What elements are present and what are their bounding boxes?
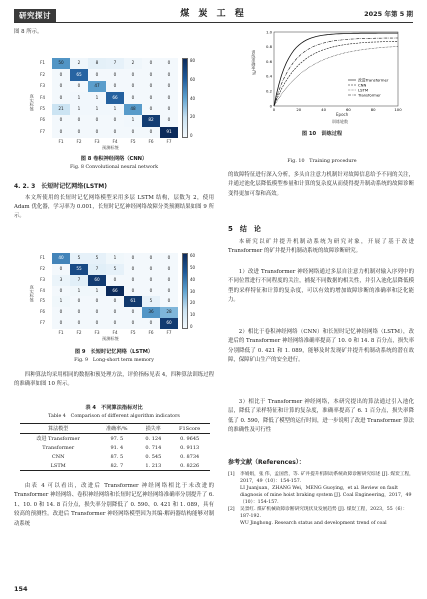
header-rule bbox=[14, 22, 413, 23]
col-label: F7 bbox=[166, 330, 172, 335]
colorbar-tick: 30 bbox=[190, 288, 196, 294]
matrix-cell: 0 bbox=[52, 264, 70, 275]
matrix-cell: 0 bbox=[70, 318, 88, 329]
matrix-cell: 0 bbox=[142, 264, 160, 275]
reference-text: WU Jinghong. Research status and development trend of coal bbox=[240, 521, 387, 527]
col-label: F4 bbox=[112, 139, 118, 144]
row-label: F1 bbox=[40, 60, 46, 66]
matrix-cell: 0 bbox=[106, 318, 124, 329]
table-row bbox=[20, 452, 210, 461]
row-label: F5 bbox=[40, 298, 46, 304]
matrix-cell: 7 bbox=[70, 275, 88, 286]
matrix-cell: 1 bbox=[88, 92, 106, 103]
col-label: F2 bbox=[76, 139, 82, 144]
table-cell: LSTM bbox=[50, 462, 66, 469]
table-cell: 91. 4 bbox=[110, 444, 124, 451]
matrix-cell: 0 bbox=[160, 296, 178, 307]
matrix-cell: 0 bbox=[160, 58, 178, 69]
table-cell: 97. 5 bbox=[110, 435, 124, 442]
table-cell: 82. 7 bbox=[110, 462, 124, 469]
matrix-cell: 0 bbox=[124, 318, 142, 329]
matrix-cell: 55 bbox=[70, 264, 88, 275]
colorbar-tick: 10 bbox=[190, 312, 196, 318]
matrix-cell: 0 bbox=[70, 296, 88, 307]
matrix-cell: 0 bbox=[106, 127, 124, 138]
matrix-cell: 0 bbox=[124, 253, 142, 264]
reference-item bbox=[228, 485, 414, 506]
row-label: F5 bbox=[40, 106, 46, 112]
compare-paragraph: 四种算法均采用相同的数据和预处理方法，评价指标见表 4，四种算法训练过程的准确率如图 10 所示。 bbox=[14, 372, 214, 388]
table4 bbox=[20, 423, 210, 471]
table-cell: CNN bbox=[51, 453, 65, 460]
matrix-cell: 1 bbox=[124, 115, 142, 126]
page-number: 154 bbox=[14, 585, 28, 593]
matrix-cell: 0 bbox=[106, 296, 124, 307]
row-label: F7 bbox=[40, 128, 46, 134]
table4-header-cell: 损失率 bbox=[145, 425, 161, 432]
matrix-cell: 0 bbox=[88, 296, 106, 307]
y-tick-label: 0 bbox=[269, 103, 272, 109]
row-label: F3 bbox=[40, 83, 46, 89]
matrix-cell: 91 bbox=[160, 127, 178, 138]
matrix-cell: 0 bbox=[142, 286, 160, 297]
matrix-cell: 0 bbox=[106, 115, 124, 126]
matrix-cell: 0 bbox=[70, 115, 88, 126]
matrix-cell: 0 bbox=[160, 253, 178, 264]
table-cell: 0. 9113 bbox=[180, 444, 200, 451]
fig10-caption-cn: 图 10 训练过程 bbox=[301, 131, 343, 137]
col-label: F6 bbox=[148, 139, 154, 144]
conclusion-p3: 2）相比于卷积神经网络（CNN）和长短时记忆神经网络（LSTM），改进后的 Transformer 神经网络准确率提高了 10. 0 和 14. 8 百分点，损失率分别降低了 0. 421 和 1. 089，能够及时发现矿井提升机制动系统的潜在故障，保障矿山生产的安全进行。 bbox=[228, 329, 414, 364]
matrix-cell: 0 bbox=[142, 127, 160, 138]
matrix-cell: 1 bbox=[106, 104, 124, 115]
y-tick-label: 1.0 bbox=[265, 29, 272, 35]
row-label: F6 bbox=[40, 309, 46, 315]
reference-text: 吴景红. 煤矿机械故障诊断研究现状及发展趋势 [J]. 煤炭工程，2023，55（6）：187-192. bbox=[240, 507, 408, 520]
table-cell: 改进 Transformer bbox=[36, 435, 80, 442]
matrix-cell: 5 bbox=[70, 253, 88, 264]
matrix-cell: 0 bbox=[160, 69, 178, 80]
matrix-cell: 0 bbox=[160, 104, 178, 115]
table-cell: 0. 8734 bbox=[180, 453, 200, 460]
x-tick-label: 60 bbox=[345, 107, 351, 112]
matrix-cell: 28 bbox=[160, 307, 178, 318]
matrix-cell: 0 bbox=[52, 81, 70, 92]
matrix-cell: 0 bbox=[106, 275, 124, 286]
matrix-cell: 0 bbox=[124, 264, 142, 275]
journal-title: 煤 炭 工 程 bbox=[180, 9, 247, 19]
matrix-cell: 5 bbox=[88, 253, 106, 264]
reference-number: [1] bbox=[228, 472, 235, 477]
matrix-cell: 0 bbox=[88, 115, 106, 126]
matrix-cell: 0 bbox=[142, 253, 160, 264]
table4-header-row bbox=[20, 424, 210, 434]
fig8-colorbar-ticks bbox=[190, 58, 200, 138]
col-label: F6 bbox=[148, 330, 154, 335]
table4-title-cn: 表 4 不同算法指标对比 bbox=[85, 405, 143, 411]
matrix-cell: 0 bbox=[142, 318, 160, 329]
matrix-cell: 50 bbox=[52, 58, 70, 69]
colorbar-tick: 40 bbox=[190, 95, 196, 101]
lstm-section-title: 4. 2. 3 长短时记忆网络(LSTM) bbox=[14, 183, 107, 190]
matrix-cell: 1 bbox=[70, 104, 88, 115]
references-title: 参考文献（References）： bbox=[228, 459, 305, 466]
matrix-cell: 1 bbox=[88, 104, 106, 115]
fig8-caption-en: Fig. 8 Convolutional neural network bbox=[69, 165, 159, 170]
y-tick-label: 0.8 bbox=[265, 44, 272, 50]
matrix-cell: 60 bbox=[160, 318, 178, 329]
row-label: F7 bbox=[40, 320, 46, 326]
reference-item bbox=[228, 520, 414, 527]
matrix-cell: 0 bbox=[70, 307, 88, 318]
fig10-ylabel: 训练准确率/% bbox=[251, 50, 257, 76]
reference-text: 李娟娟，张 伟，孟国营，等. 矿井提升机制动系统故障诊断研究综述 [J]. 煤炭工程，2017，49（10）：154-157. bbox=[240, 472, 414, 485]
matrix-cell: 0 bbox=[160, 286, 178, 297]
table4-header-cell: 算法模型 bbox=[48, 425, 69, 432]
matrix-cell: 0 bbox=[70, 127, 88, 138]
references-list bbox=[228, 471, 414, 527]
colorbar-tick: 40 bbox=[190, 276, 196, 282]
matrix-cell: 1 bbox=[52, 296, 70, 307]
matrix-cell: 2 bbox=[70, 58, 88, 69]
fig9-figure bbox=[28, 253, 198, 345]
fig10-figure bbox=[252, 28, 402, 128]
reference-number bbox=[228, 520, 240, 527]
reference-number bbox=[228, 485, 240, 506]
x-tick-label: 80 bbox=[370, 107, 376, 112]
fig10-discussion-paragraph: 的故障特征进行深入分析，多头自注意力机制针对故障信息给予不同的关注，并通过池化层降低模型参量和计算的复杂度从而使得提升制动系统的故障诊断变得更加可靠和高效。 bbox=[228, 172, 414, 197]
fig9-ylabel: 真实标签 bbox=[29, 285, 35, 302]
col-label: F5 bbox=[130, 330, 136, 335]
matrix-cell: 36 bbox=[142, 307, 160, 318]
matrix-cell: 0 bbox=[142, 81, 160, 92]
col-label: F1 bbox=[58, 139, 64, 144]
col-label: F1 bbox=[58, 330, 64, 335]
matrix-cell: 0 bbox=[142, 58, 160, 69]
y-tick-label: 0.4 bbox=[265, 73, 272, 79]
matrix-cell: 48 bbox=[124, 104, 142, 115]
matrix-cell: 0 bbox=[124, 286, 142, 297]
matrix-cell: 1 bbox=[70, 286, 88, 297]
matrix-cell: 8 bbox=[88, 58, 106, 69]
x-tick-label: 100 bbox=[394, 107, 402, 112]
matrix-cell: 0 bbox=[142, 275, 160, 286]
fig10-caption-en: Fig. 10 Training procedure bbox=[287, 159, 357, 164]
matrix-cell: 0 bbox=[124, 275, 142, 286]
fig9-caption-cn: 图 9 长短时记忆网络（LSTM） bbox=[74, 349, 154, 355]
conclusion-p2: 1）改进 Transformer 神经网络通过多层自注意力机制对输入序列中的不同位置进行不同程度的关注，捕捉不同数据的相关性，并引入池化层降低模型的采样特征和计算的复杂度，可以有效的增加故障诊断的准确率和泛化能力。 bbox=[228, 269, 414, 304]
fig9-matrix bbox=[52, 253, 178, 329]
matrix-cell: 1 bbox=[88, 286, 106, 297]
matrix-cell: 7 bbox=[106, 58, 124, 69]
reference-item bbox=[228, 471, 414, 485]
y-tick-label: 0.2 bbox=[265, 88, 272, 94]
table-discussion-paragraph: 由表 4 可以看出，改进后 Transformer 神经网络相比于未改进的 Transformer 神经网络、卷积神经网络和长短时记忆神经网络准确率分别提升了 6. 1、10. 0 和 14. 8 百分点，损失率分别降低了 0. 590、0. 421 和 1. 089，具有较高的预测性。改进后 Transformer 神经网络模型因为其编-解码器结构能够对制动系统 bbox=[14, 483, 214, 527]
matrix-cell: 0 bbox=[124, 81, 142, 92]
fig8-matrix bbox=[52, 58, 178, 138]
matrix-cell: 65 bbox=[70, 69, 88, 80]
conclusion-p1: 本研究以矿井提升机制动系统为研究对象，开展了基于改进 Transformer 的矿井提升机制动系统的故障诊断研究。 bbox=[228, 239, 414, 255]
y-tick-label: 0.6 bbox=[265, 58, 272, 64]
row-label: F3 bbox=[40, 276, 46, 282]
colorbar-tick: 60 bbox=[190, 253, 196, 258]
matrix-cell: 61 bbox=[124, 296, 142, 307]
matrix-cell: 0 bbox=[160, 92, 178, 103]
col-label: F7 bbox=[166, 139, 172, 144]
matrix-cell: 0 bbox=[52, 318, 70, 329]
matrix-cell: 1 bbox=[106, 253, 124, 264]
matrix-cell: 0 bbox=[160, 264, 178, 275]
matrix-cell: 1 bbox=[70, 92, 88, 103]
row-label: F2 bbox=[40, 71, 46, 77]
matrix-cell: 5 bbox=[142, 296, 160, 307]
col-label: F5 bbox=[130, 139, 136, 144]
table-cell: 1. 213 bbox=[145, 462, 162, 469]
matrix-cell: 0 bbox=[142, 69, 160, 80]
matrix-cell: 66 bbox=[106, 92, 124, 103]
table-cell: 0. 714 bbox=[145, 444, 162, 451]
table-cell: 0. 9645 bbox=[180, 435, 200, 442]
col-label: F4 bbox=[112, 330, 118, 335]
matrix-cell: 0 bbox=[160, 115, 178, 126]
matrix-cell: 0 bbox=[106, 307, 124, 318]
matrix-cell: 0 bbox=[124, 69, 142, 80]
table-cell: Transformer bbox=[42, 444, 75, 451]
fig8-xlabel: 预测标签 bbox=[102, 145, 119, 150]
legend-label: LSTM bbox=[358, 87, 369, 93]
matrix-cell: 0 bbox=[124, 92, 142, 103]
x-tick-label: 40 bbox=[321, 107, 327, 112]
matrix-cell: 0 bbox=[124, 127, 142, 138]
fig9-xlabel: 预测标签 bbox=[102, 336, 119, 341]
section-tag: 研究探讨 bbox=[14, 9, 56, 23]
matrix-cell: 0 bbox=[88, 318, 106, 329]
matrix-cell: 0 bbox=[106, 69, 124, 80]
matrix-cell: 3 bbox=[52, 275, 70, 286]
table-cell: 0. 545 bbox=[145, 453, 162, 460]
colorbar-tick: 0 bbox=[190, 324, 193, 329]
matrix-cell: 0 bbox=[52, 127, 70, 138]
table-row bbox=[20, 434, 210, 444]
matrix-cell: 0 bbox=[88, 69, 106, 80]
matrix-cell: 40 bbox=[52, 253, 70, 264]
matrix-cell: 0 bbox=[124, 307, 142, 318]
fig10-chart bbox=[252, 28, 402, 128]
fig8-intro: 图 8 所示。 bbox=[14, 29, 43, 35]
matrix-cell: 60 bbox=[88, 275, 106, 286]
colorbar-tick: 0 bbox=[190, 133, 193, 138]
row-label: F4 bbox=[40, 287, 46, 293]
fig10-xlabel: Epoch bbox=[336, 112, 349, 117]
matrix-cell: 0 bbox=[52, 115, 70, 126]
matrix-cell: 0 bbox=[160, 275, 178, 286]
matrix-cell: 0 bbox=[88, 127, 106, 138]
matrix-cell: 0 bbox=[142, 92, 160, 103]
fig9-caption-en: Fig. 9 Long-short term memory bbox=[74, 358, 154, 363]
reference-item bbox=[228, 506, 414, 520]
col-label: F3 bbox=[94, 139, 100, 144]
col-label: F2 bbox=[76, 330, 82, 335]
colorbar-tick: 20 bbox=[190, 300, 196, 306]
fig8-ylabel: 真实标签 bbox=[29, 94, 35, 111]
row-label: F4 bbox=[40, 94, 46, 100]
matrix-cell: 47 bbox=[88, 81, 106, 92]
matrix-cell: 0 bbox=[142, 104, 160, 115]
matrix-cell: 0 bbox=[52, 307, 70, 318]
table4-header-cell: F1Score bbox=[179, 425, 201, 432]
row-label: F1 bbox=[40, 255, 46, 261]
conclusion-p4: 3）相比于 Transformer 神经网络，本研究提出的算法通过引入池化层，降低了采样特征和计算的复杂度，准确率提高了 6. 1 百分点，损失率降低了 0. 590，降低了模型的运行时间，进一步说明了改进 Transformer 算法的准确性及可行性 bbox=[228, 399, 414, 434]
matrix-cell: 0 bbox=[106, 81, 124, 92]
col-label: F3 bbox=[94, 330, 100, 335]
fig8-colorbar bbox=[182, 58, 188, 138]
colorbar-tick: 50 bbox=[190, 264, 196, 270]
matrix-cell: 0 bbox=[52, 286, 70, 297]
lstm-paragraph: 本文所使用的长短时记忆网络模型采用多层 LSTM 结构，层数为 2，使用 Adam 优化器，学习率为 0.001，长短时记忆神经网络故障分类预测结果如图 9 所示。 bbox=[14, 195, 214, 220]
fig9-colorbar bbox=[182, 253, 188, 329]
table-row bbox=[20, 443, 210, 452]
legend-label: Transformer bbox=[358, 92, 381, 98]
matrix-cell: 0 bbox=[88, 307, 106, 318]
x-tick-label: 0 bbox=[272, 107, 276, 112]
matrix-cell: 0 bbox=[70, 81, 88, 92]
table-cell: 0. 124 bbox=[145, 435, 162, 442]
colorbar-tick: 20 bbox=[190, 114, 196, 120]
fig10-xlabel2: 训练轮数 bbox=[332, 119, 348, 124]
table4-title-en: Table 4 Comparison of different algorithm indicators bbox=[48, 414, 180, 419]
reference-number: [2] bbox=[228, 507, 235, 513]
table4-header-cell: 准确率/% bbox=[106, 425, 128, 432]
colorbar-tick: 60 bbox=[190, 76, 196, 82]
table-cell: 87. 5 bbox=[110, 453, 124, 460]
legend-label: 改进Transformer bbox=[358, 77, 389, 83]
matrix-cell: 7 bbox=[88, 264, 106, 275]
row-label: F2 bbox=[40, 265, 46, 271]
fig8-caption-cn: 图 8 卷积神经网络（CNN） bbox=[80, 156, 148, 162]
x-tick-label: 20 bbox=[296, 107, 302, 112]
matrix-cell: 0 bbox=[52, 92, 70, 103]
conclusion-title: 5 结 论 bbox=[228, 225, 261, 233]
fig9-colorbar-ticks bbox=[190, 253, 200, 329]
matrix-cell: 0 bbox=[52, 69, 70, 80]
table-cell: 0. 8226 bbox=[180, 462, 200, 469]
matrix-cell: 5 bbox=[106, 264, 124, 275]
colorbar-tick: 80 bbox=[190, 58, 196, 63]
matrix-cell: 82 bbox=[142, 115, 160, 126]
fig8-figure bbox=[28, 58, 198, 150]
table-row bbox=[20, 461, 210, 471]
issue-label: 2025 年第 5 期 bbox=[364, 10, 413, 18]
matrix-cell: 0 bbox=[160, 81, 178, 92]
row-label: F6 bbox=[40, 117, 46, 123]
matrix-cell: 2 bbox=[124, 58, 142, 69]
matrix-cell: 21 bbox=[52, 104, 70, 115]
legend-label: CNN bbox=[358, 82, 367, 88]
reference-text: LI Juanjuan，ZHANG Wei，MENG Guoying，et al. Review on fault diagnosis of mine hoist braking system [J]. Coal Engineering，2017，49（10）：154-157. bbox=[240, 486, 412, 506]
matrix-cell: 66 bbox=[106, 286, 124, 297]
